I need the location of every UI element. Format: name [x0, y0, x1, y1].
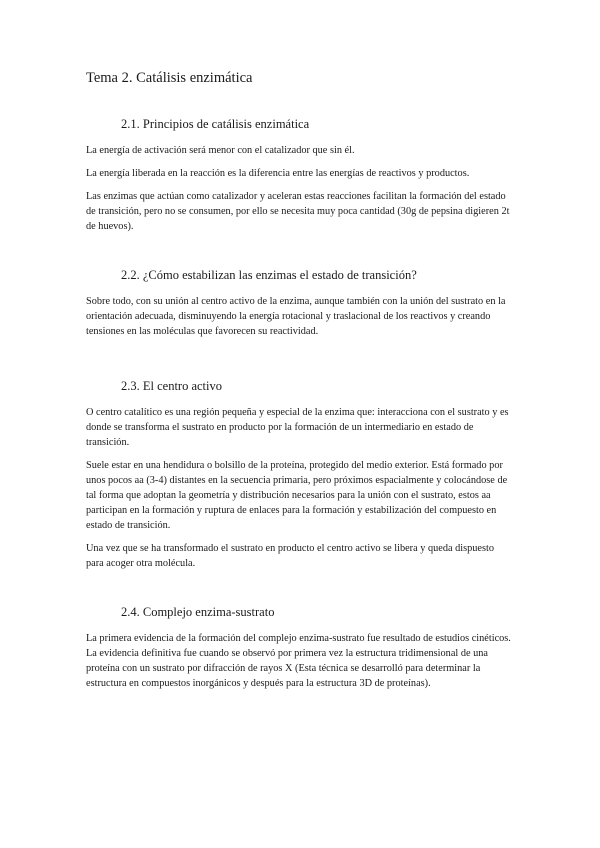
section-estabilizan [86, 268, 514, 339]
paragraph: La primera evidencia de la formación del complejo enzima-sustrato fue resultado de estudios cinéticos. La evidencia definitiva fue cuando se observó por primera vez la estructura tridimensional de una proteína con un sustrato por difracción de rayos X (Esta técnica se desarrolló para determinar la estructura en compuestos inorgánicos y después para la estructura 3D de proteínas). [86, 633, 511, 689]
paragraph: Sobre todo, con su unión al centro activo de la enzima, aunque también con la unión del sustrato en la orientación adecuada, disminuyendo la energía rotacional y traslacional de los reactivos y creando tensiones en las moléculas que favorecen su reactividad. [86, 296, 506, 337]
paragraph: La energía liberada en la reacción es la diferencia entre las energías de reactivos y productos. [86, 168, 470, 179]
section-heading: 2.3. El centro activo [121, 379, 223, 393]
paragraph: Una vez que se ha transformado el sustrato en producto el centro activo se libera y queda dispuesto para acoger otra molécula. [86, 543, 495, 569]
section-principios [86, 117, 514, 234]
paragraph: Las enzimas que actúan como catalizador y aceleran estas reacciones facilitan la formación del estado de transición, pero no se consumen, por ello se necesita muy poca cantidad (30g de pepsina digieren 2t de huevos). [86, 191, 510, 232]
document-title: Tema 2. Catálisis enzimática [86, 70, 253, 86]
section-complejo [86, 605, 514, 691]
paragraph: O centro catalítico es una región pequeña y especial de la enzima que: interacciona con el sustrato y es donde se transforma el sustrato en producto por la formación de un intermediario en estado de transición. [86, 407, 509, 448]
section-centro-activo [86, 379, 514, 571]
paragraph: La energía de activación será menor con el catalizador que sin él. [86, 145, 355, 156]
paragraph: Suele estar en una hendidura o bolsillo de la proteína, protegido del medio exterior. Está formado por unos pocos aa (3-4) distantes en la secuencia primaria, pero próximos espacialmente y colocándose de tal forma que adoptan la geometría y distribución necesarios para la unión con el sustrato, estos aa participan en la formación y ruptura de enlaces para la formación y estabilización del compuesto en estado de transición. [86, 460, 508, 531]
section-heading: 2.4. Complejo enzima-sustrato [121, 605, 275, 619]
section-heading: 2.2. ¿Cómo estabilizan las enzimas el estado de transición? [121, 268, 417, 282]
section-heading: 2.1. Principios de catálisis enzimática [121, 117, 310, 131]
